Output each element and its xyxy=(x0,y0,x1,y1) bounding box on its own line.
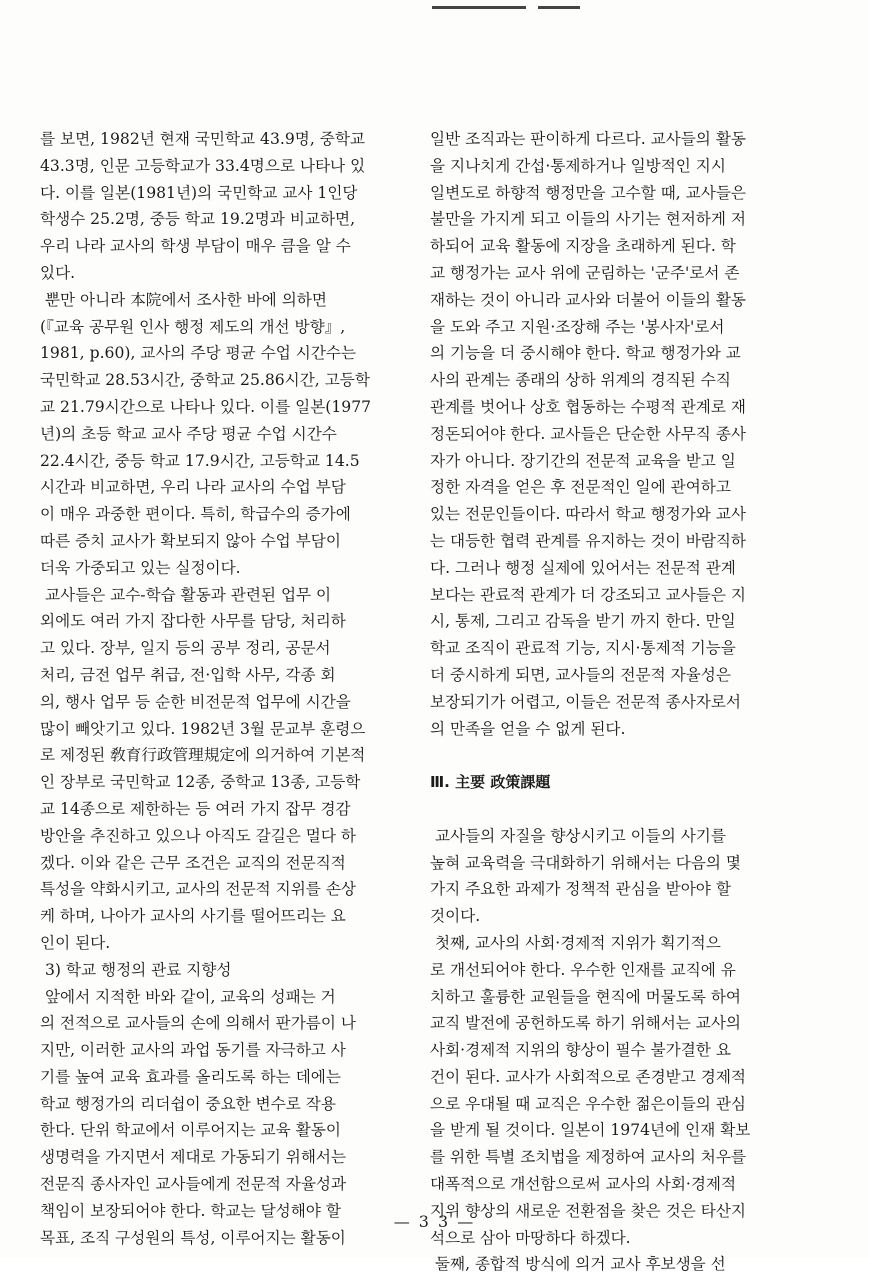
text-line: 처리, 금전 업무 취급, 전·입학 사무, 각종 회 xyxy=(40,665,336,684)
text-line: 앞에서 지적한 바와 같이, 교육의 성패는 거 xyxy=(40,987,336,1006)
text-line: 교사들은 교수-학습 활동과 관련된 업무 이 xyxy=(40,585,332,604)
text-line: 교직 발전에 공헌하도록 하기 위해서는 교사의 xyxy=(430,1014,741,1033)
text-line: 의 전적으로 교사들의 손에 의해서 판가름이 나 xyxy=(40,1014,356,1033)
text-line: 교 행정가는 교사 위에 군림하는 '군주'로서 존 xyxy=(430,263,740,282)
text-line: 22.4시간, 중등 학교 17.9시간, 고등학교 14.5 xyxy=(40,451,360,470)
text-line: 교 21.79시간으로 나타나 있다. 이를 일본(1977 xyxy=(40,397,372,416)
text-line: 교 14종으로 제한하는 등 여러 가지 잡무 경감 xyxy=(40,799,351,818)
text-line: 다. 그러나 행정 실제에 있어서는 전문적 관계 xyxy=(430,558,736,577)
text-line: 교사들의 자질을 향상시키고 이들의 사기를 xyxy=(430,826,726,845)
text-line: 1981, p.60), 교사의 주당 평균 수업 시간수는 xyxy=(40,344,357,363)
text-line: 3) 학교 행정의 관료 지향성 xyxy=(40,960,232,979)
text-line: 따른 증치 교사가 확보되지 않아 수업 부담이 xyxy=(40,531,341,550)
text-line: 는 대등한 협력 관계를 유지하는 것이 바람직하 xyxy=(430,531,746,550)
text-line: 외에도 여러 가지 잡다한 사무를 담당, 처리하 xyxy=(40,612,346,631)
text-line: 가지 주요한 과제가 정책적 관심을 받아야 할 xyxy=(430,880,731,899)
header-rule xyxy=(538,6,580,9)
text-line: 학교 조직이 관료적 기능, 지시·통제적 기능을 xyxy=(430,639,736,658)
text-line: 더욱 가중되고 있는 실정이다. xyxy=(40,558,241,577)
page-number: — 3 3 — xyxy=(393,1212,476,1231)
spacer xyxy=(430,796,795,823)
text-line: 을 받게 될 것이다. 일본이 1974년에 인재 확보 xyxy=(430,1121,751,1140)
text-line: 학교 행정가의 리더쉽이 중요한 변수로 작용 xyxy=(40,1094,336,1113)
text-line: 대폭적으로 개선함으로써 교사의 사회·경제적 xyxy=(430,1175,737,1194)
left-column xyxy=(40,126,410,1251)
text-line: 첫째, 교사의 사회·경제적 지위가 획기적으 xyxy=(430,933,721,952)
text-line: 보다는 관료적 관계가 더 강조되고 교사들은 지 xyxy=(430,585,746,604)
text-line: 인이 된다. xyxy=(40,933,111,952)
text-line: 방안을 추진하고 있으나 아직도 갈길은 멀다 하 xyxy=(40,826,356,845)
text-line: 사의 관계는 종래의 상하 위계의 경직된 수직 xyxy=(430,371,731,390)
text-line: 건이 된다. 교사가 사회적으로 존경받고 경제적 xyxy=(430,1067,746,1086)
text-line: 보장되기가 어렵고, 이들은 전문적 종사자로서 xyxy=(430,692,741,711)
text-line: 일반 조직과는 판이하게 다르다. 교사들의 활동 xyxy=(430,130,746,148)
text-line: 한다. 단위 학교에서 이루어지는 교육 활동이 xyxy=(40,1121,341,1140)
spacer xyxy=(430,742,795,769)
text-line: (『교육 공무원 인사 행정 제도의 개선 방향』, xyxy=(40,317,346,336)
text-line: 특성을 약화시키고, 교사의 전문적 지위를 손상 xyxy=(40,880,356,899)
text-line: 정한 자격을 얻은 후 전문적인 일에 관여하고 xyxy=(430,478,731,497)
text-line: 더 중시하게 되면, 교사들의 전문적 자율성은 xyxy=(430,665,731,684)
text-line: 하되어 교육 활동에 지장을 초래하게 된다. 학 xyxy=(430,237,736,256)
text-line: 43.3명, 인문 고등학교가 33.4명으로 나타나 있 xyxy=(40,156,366,175)
text-line: 겠다. 이와 같은 근무 조건은 교직의 전문직적 xyxy=(40,853,346,872)
text-line: 학생수 25.2명, 중등 학교 19.2명과 비교하면, xyxy=(40,210,356,229)
right-column xyxy=(430,126,795,1278)
text-line: 로 제정된 敎育行政管理規定에 의거하여 기본적 xyxy=(40,746,366,765)
text-line: 국민학교 28.53시간, 중학교 25.86시간, 고등학 xyxy=(40,371,370,390)
text-line: 많이 빼앗기고 있다. 1982년 3월 문교부 훈령으 xyxy=(40,719,366,738)
text-line: 둘째, 종합적 방식에 의거 교사 후보생을 선 xyxy=(430,1255,726,1274)
text-line: 를 위한 특별 조치법을 제정하여 교사의 처우를 xyxy=(430,1148,746,1167)
section-heading: Ⅲ. 主要 政策課題 xyxy=(430,773,551,792)
text-line: 치하고 훌륭한 교원들을 현직에 머물도록 하여 xyxy=(430,987,741,1006)
text-line: 을 도와 주고 지원·조장해 주는 '봉사자'로서 xyxy=(430,317,725,336)
text-line: 자가 아니다. 장기간의 전문적 교육을 받고 일 xyxy=(430,451,736,470)
text-line: 으로 우대될 때 교직은 우수한 젊은이들의 관심 xyxy=(430,1094,746,1113)
text-line: 시간과 비교하면, 우리 나라 교사의 수업 부담 xyxy=(40,478,346,497)
text-line: 책임이 보장되어야 한다. 학교는 달성해야 할 xyxy=(40,1201,341,1220)
text-line: 관계를 벗어나 상호 협동하는 수평적 관계로 재 xyxy=(430,397,746,416)
text-line: 로 개선되어야 한다. 우수한 인재를 교직에 유 xyxy=(430,960,736,979)
text-line: 생명력을 가지면서 제대로 가동되기 위해서는 xyxy=(40,1148,347,1167)
text-line: 사회·경제적 지위의 향상이 필수 불가결한 요 xyxy=(430,1041,731,1060)
text-line: 를 보면, 1982년 현재 국민학교 43.9명, 중학교 xyxy=(40,130,365,148)
text-line: 케 하며, 나아가 교사의 사기를 떨어뜨리는 요 xyxy=(40,907,346,926)
text-line: 재하는 것이 아니라 교사와 더불어 이들의 활동 xyxy=(430,290,746,309)
right-column-top-text xyxy=(430,126,795,742)
text-line: 지위 향상의 새로운 전환점을 찾은 것은 타산지 xyxy=(430,1201,746,1220)
text-line: 불만을 가지게 되고 이들의 사기는 현저하게 저 xyxy=(430,210,746,229)
text-line: 일변도로 하향적 행정만을 고수할 때, 교사들은 xyxy=(430,183,746,202)
text-line: 다. 이를 일본(1981년)의 국민학교 교사 1인당 xyxy=(40,183,358,202)
text-line: 지만, 이러한 교사의 과업 동기를 자극하고 사 xyxy=(40,1041,346,1060)
text-line: 뿐만 아니라 本院에서 조사한 바에 의하면 xyxy=(40,290,327,309)
header-rule xyxy=(432,6,526,9)
text-line: 인 장부로 국민학교 12종, 중학교 13종, 고등학 xyxy=(40,773,361,792)
text-line: 년)의 초등 학교 교사 주당 평균 수업 시간수 xyxy=(40,424,337,443)
text-line: 전문직 종사자인 교사들에게 전문적 자율성과 xyxy=(40,1175,347,1194)
text-line: 석으로 삼아 마땅하다 하겠다. xyxy=(430,1228,631,1247)
text-line: 높혀 교육력을 극대화하기 위해서는 다음의 몇 xyxy=(430,853,741,872)
text-line: 을 지나치게 간섭·통제하거나 일방적인 지시 xyxy=(430,156,726,175)
text-line: 의 기능을 더 중시해야 한다. 학교 행정가와 교 xyxy=(430,344,741,363)
text-line: 시, 통제, 그리고 감독을 받기 까지 한다. 만일 xyxy=(430,612,736,631)
text-line: 있는 전문인들이다. 따라서 학교 행정가와 교사 xyxy=(430,505,746,524)
text-line: 목표, 조직 구성원의 특성, 이루어지는 활동이 xyxy=(40,1228,346,1247)
text-line: 있다. xyxy=(40,263,76,282)
text-line: 이 매우 과중한 편이다. 특히, 학급수의 증가에 xyxy=(40,505,351,524)
text-line: 우리 나라 교사의 학생 부담이 매우 큼을 알 수 xyxy=(40,237,351,256)
right-column-bottom-text xyxy=(430,823,795,1278)
text-line: 기를 높여 교육 효과를 올리도록 하는 데에는 xyxy=(40,1067,341,1086)
text-line: 의, 행사 업무 등 순한 비전문적 업무에 시간을 xyxy=(40,692,351,711)
text-line: 의 만족을 얻을 수 없게 된다. xyxy=(430,719,626,738)
text-line: 고 있다. 장부, 일지 등의 공부 정리, 공문서 xyxy=(40,639,331,658)
text-line: 것이다. xyxy=(430,907,481,926)
text-line: 정돈되어야 한다. 교사들은 단순한 사무직 종사 xyxy=(430,424,746,443)
